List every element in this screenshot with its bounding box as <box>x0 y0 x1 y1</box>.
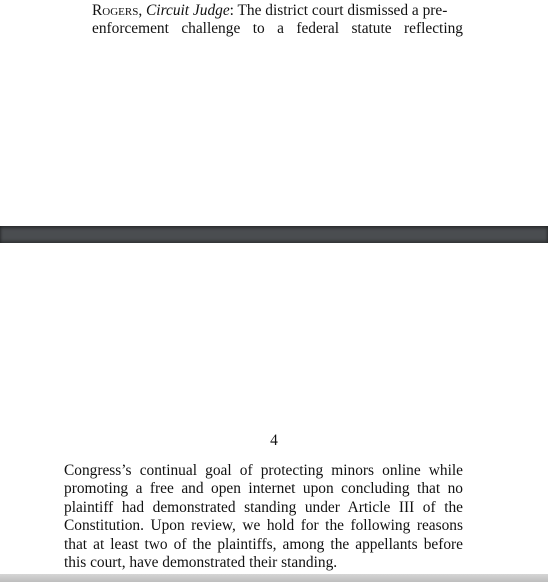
document-page-top <box>0 0 548 226</box>
judge-title: Circuit Judge <box>146 2 230 19</box>
opening-line-1: The district court dismissed a pre- <box>237 2 448 19</box>
viewer-bottom-edge <box>0 574 548 582</box>
judge-name: Rogers <box>92 2 139 19</box>
opening-line-2: enforcement challenge to a federal statute reflecting <box>92 20 463 38</box>
opinion-opening-paragraph: Rogers, Circuit Judge: The district court dismissed a pre- enforcement challenge to a federal statute reflecting <box>64 2 463 39</box>
document-page-bottom <box>0 243 548 582</box>
opinion-continuation-paragraph: Congress’s continual goal of protecting minors online while promoting a free and open internet upon concluding that no plaintiff had demonstrated standing under Article III of the Constitution. Upon review, we hold for the following reasons that at least two of the plaintiffs, among the appellants before this court, have demonstrated their standing. <box>64 462 463 572</box>
page-number: 4 <box>270 432 278 449</box>
page-separator <box>0 226 548 243</box>
